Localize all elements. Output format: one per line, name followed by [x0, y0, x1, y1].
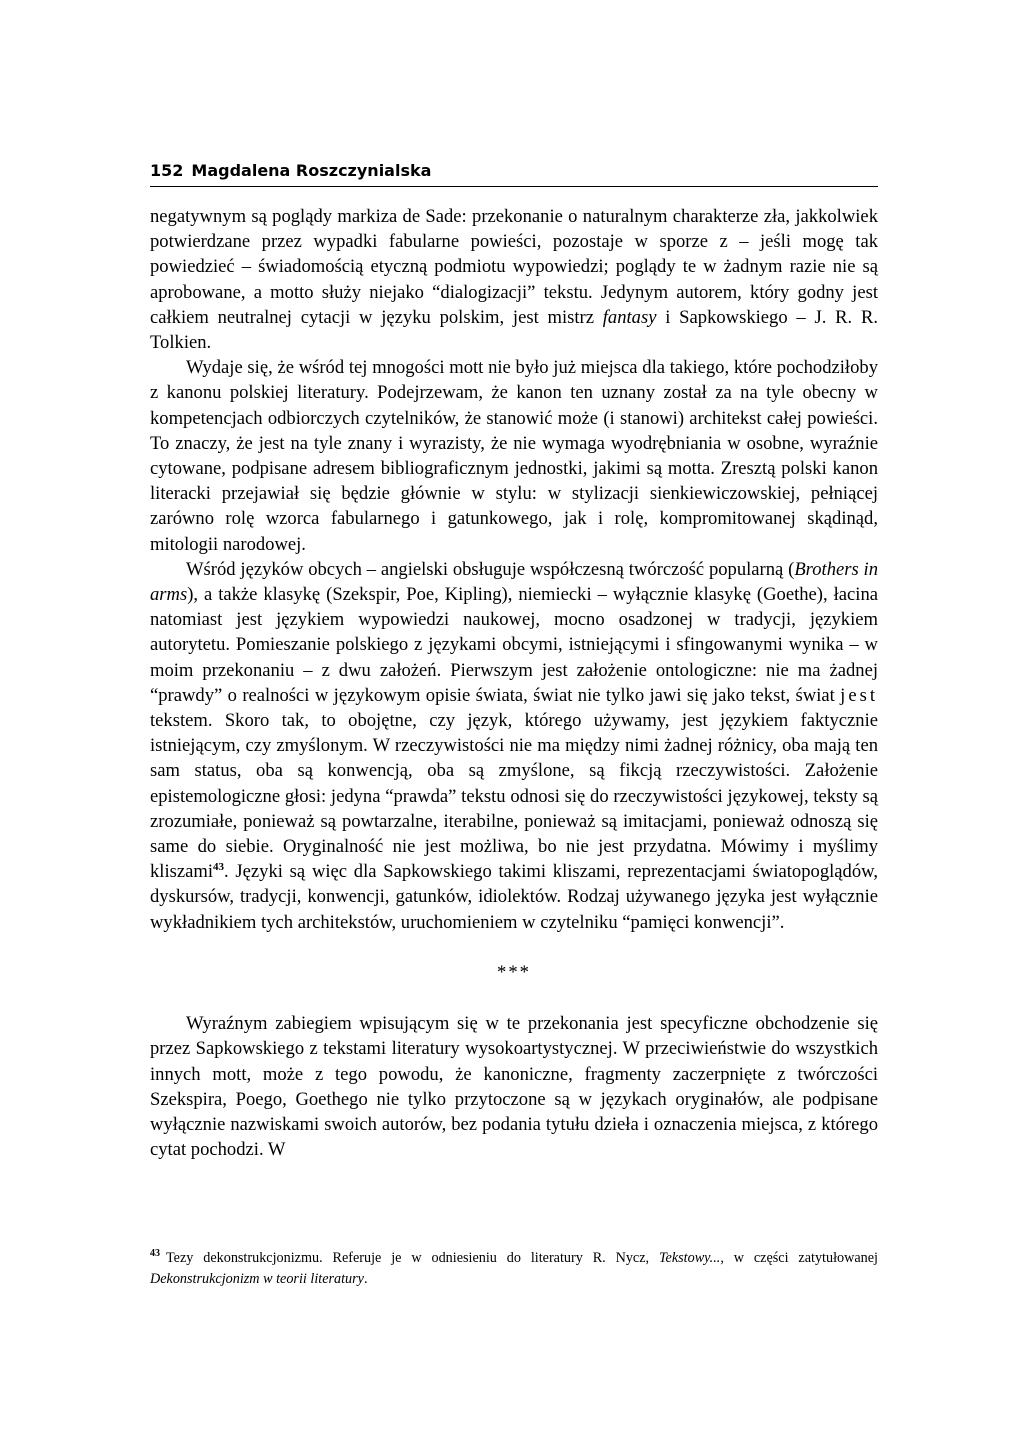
footnotes: [150, 1248, 878, 1290]
text-run: . Języki są więc dla Sapkowskiego takimi kliszami, reprezentacjami światopoglądów, dyskursów, tradycji, konwencji, gatunków, idiolektów. Rodzaj używanego języka jest wyłącznie wykładnikiem tych architekstów, uruchomieniem w czytelniku “pamięci konwencji”.: [150, 861, 878, 933]
text-run: Tezy dekonstrukcjonizmu. Referuje je w odniesieniu do literatury R. Nycz,: [166, 1250, 659, 1266]
main-text: [150, 204, 878, 1162]
running-header: [150, 158, 878, 187]
footnote-43: [150, 1248, 878, 1290]
paragraph-1: [150, 204, 878, 355]
italic-term: fantasy: [602, 306, 657, 328]
text-run: , w części zatytułowanej: [720, 1250, 878, 1266]
paragraph-4: Wyraźnym zabiegiem wpisującym się w te przekonania jest specyficzne obchodzenie się przez Sapkowskiego z tekstami literatury wysokoartystycznej. W przeciwieństwie do wszystkich innych mott, może z tego powodu, że kanoniczne, fragmenty zaczerpnięte z twórczości Szekspira, Poego, Goethego nie tylko przytoczone są w językach oryginałów, ale podpisane wyłącznie nazwiskami swoich autorów, bez podania tytułu dzieła i oznaczenia miejsca, z którego cytat pochodzi. W: [150, 1013, 878, 1161]
footnote-reference[interactable]: 43: [213, 861, 224, 874]
text-run: tekstem. Skoro tak, to obojętne, czy język, którego używamy, jest językiem faktycznie istniejącym, czy zmyślonym. W rzeczywistości nie ma między nimi żadnej różnicy, oba mają ten sam status, oba są konwencją, oba są zmyślone, są fikcją rzeczywistości. Założenie epistemologiczne głosi: jedyna “prawda” tekstu odnosi się do rzeczywistości językowej, teksty są zrozumiałe, ponieważ są powtarzalne, iterabilne, ponieważ są imitacjami, ponieważ odnoszą się same do siebie. Oryginalność nie jest możliwa, bo nie jest przydatna. Mówimy i myślimy kliszami: [150, 710, 878, 883]
italic-title: Brothers in arms: [150, 558, 879, 606]
emphasized-word: jest: [840, 684, 878, 706]
text-run: ), a także klasykę (Szekspir, Poe, Kipling), niemiecki – wyłącznie klasykę (Goethe), łacina natomiast jest językiem wypowiedzi naukowej, mocno osadzonej w tradycji, językiem autorytetu. Pomieszanie polskiego z językami obcymi, istniejącymi i sfingowanymi wynika – w moim przekonaniu – z dwu założeń. Pierwszym jest założenie ontologiczne: nie ma żadnej “prawdy” o realności w językowym opisie świata, świat nie tylko jawi się jako tekst, świat: [150, 584, 878, 706]
paragraph-3: [150, 557, 878, 935]
page-number: 152: [150, 161, 184, 180]
italic-title: Dekonstrukcjonizm w teorii literatury: [150, 1271, 364, 1287]
italic-title: Tekstowy...: [658, 1250, 721, 1266]
text-run: .: [363, 1271, 368, 1287]
book-page: [150, 0, 878, 1448]
text-run: Wśród języków obcych – angielski obsługuje współczesną twórczość popularną (: [186, 558, 795, 580]
text-run: negatywnym są poglądy markiza de Sade: przekonanie o naturalnym charakterze zła, jakkolwiek potwierdzane przez wypadki fabularne powieści, pozostaje w sporze z – jeśli mogę tak powiedzieć – świadomością etyczną podmiotu wypowiedzi; poglądy te w żadnym razie nie są aprobowane, a motto służy niejako “dialogizacji” tekstu. Jedynym autorem, który godny jest całkiem neutralnej cytacji w języku polskim, jest mistrz: [150, 206, 878, 328]
paragraph-2: Wydaje się, że wśród tej mnogości mott nie było już miejsca dla takiego, które pochodziłoby z kanonu polskiej literatury. Podejrzewam, że kanon ten uznany został za na tyle obecny w kompetencjach odbiorczych czytelników, że stanowić może (i stanowi) architekst całej powieści. To znaczy, że jest na tyle znany i wyrazisty, że nie wymaga wyodrębniania w osobne, wyraźnie cytowane, podpisane adresem bibliograficznym jednostki, jakimi są motta. Zresztą polski kanon literacki przejawiał się będzie głównie w stylu: w stylizacji sienkiewiczowskiej, pełniącej zarówno rolę wzorca fabularnego i gatunkowego, jak i rolę, kompromitowanej skądinąd, mitologii narodowej.: [150, 357, 878, 555]
section-separator: ***: [497, 961, 531, 983]
author-name: Magdalena Roszczynialska: [191, 161, 432, 180]
text-run: i Sapkowskiego – J. R. R. Tolkien.: [150, 306, 878, 354]
footnote-number: 43: [150, 1248, 160, 1260]
